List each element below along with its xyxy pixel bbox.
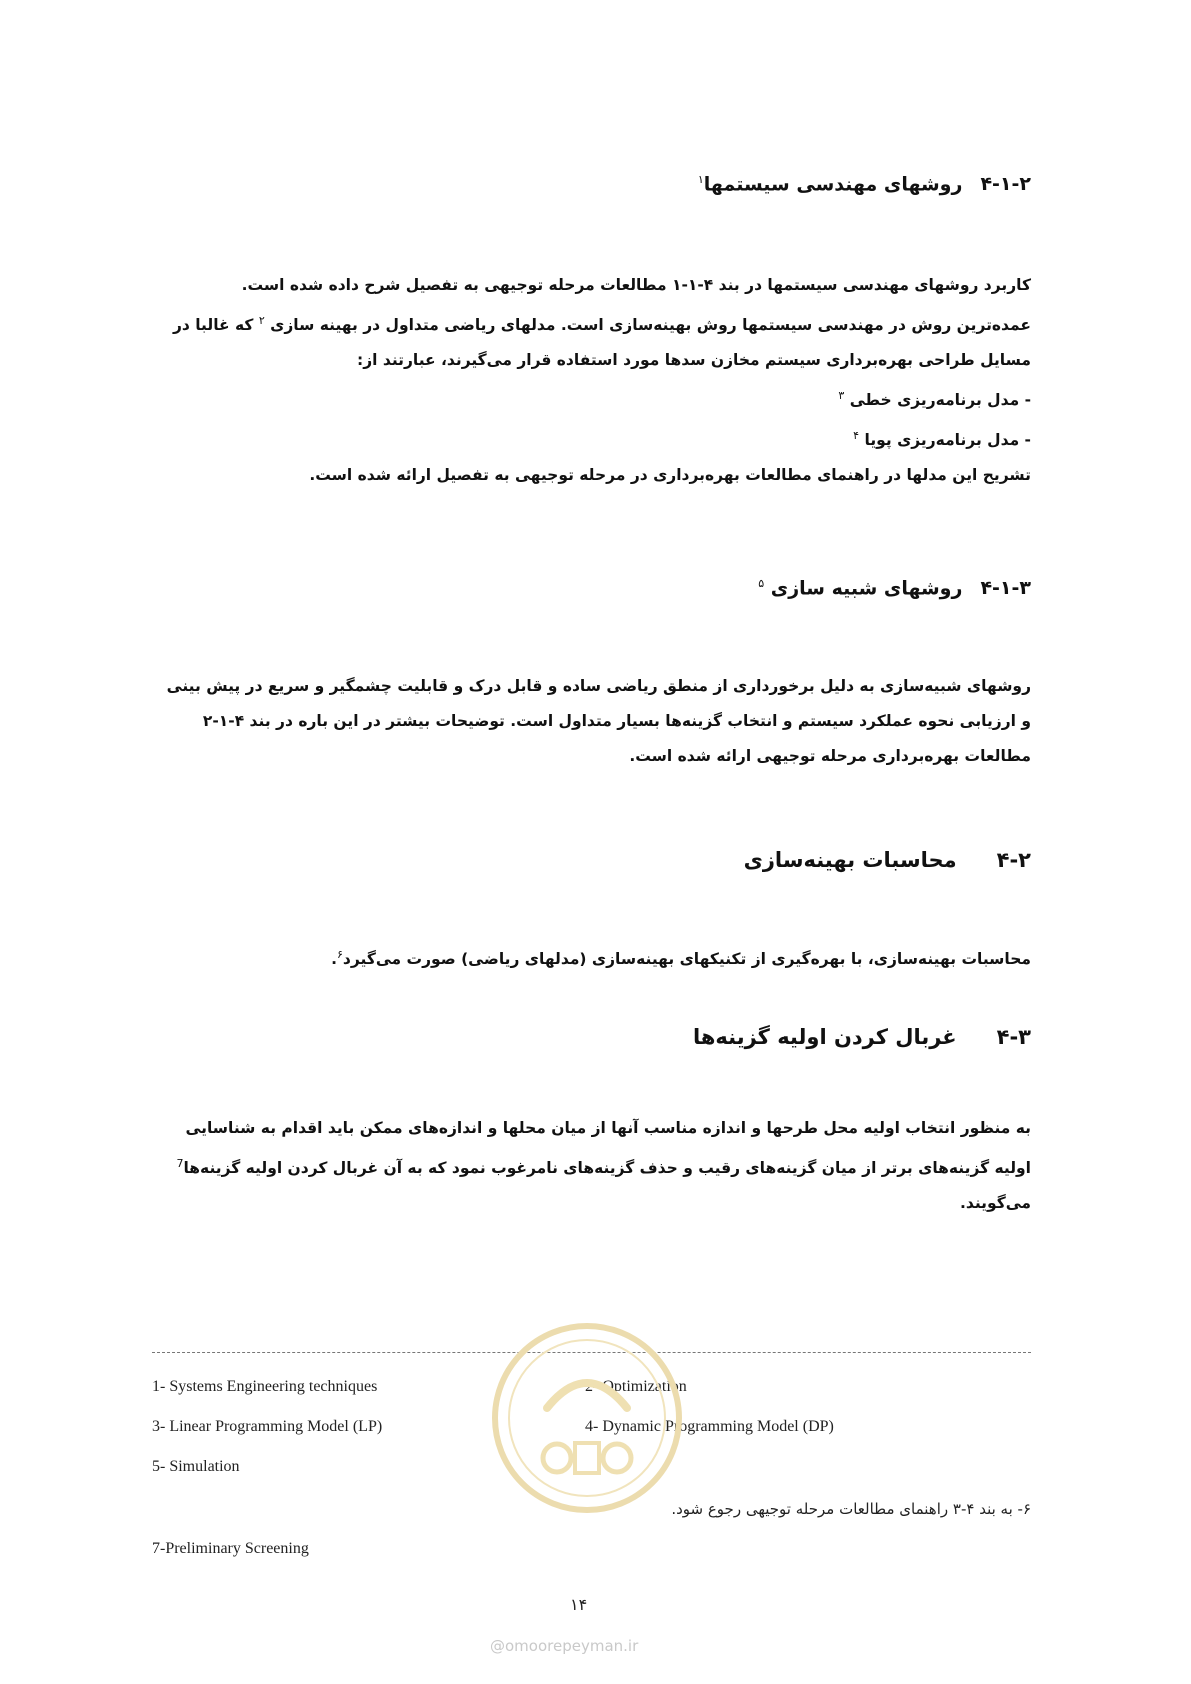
paragraph-line: تشریح این مدلها در راهنمای مطالعات بهره‌برداری در مرحله توجیهی به تفصیل ارائه شده است. xyxy=(309,466,1031,485)
section-title: روشهای مهندسی سیستمها xyxy=(703,173,963,196)
section-title: غربال کردن اولیه گزینه‌ها xyxy=(692,1025,957,1049)
page-number: ۱۴ xyxy=(570,1595,588,1614)
watermark-url: @omoorepeyman.ir xyxy=(490,1637,639,1655)
list-item-dynamic-programming xyxy=(152,418,1031,458)
section-title: روشهای شبیه سازی xyxy=(770,577,963,600)
paragraph-text: که غالبا در xyxy=(172,316,254,335)
paragraph-systems-engineering xyxy=(152,268,1031,493)
paragraph-line xyxy=(152,1146,1031,1186)
paragraph-line xyxy=(152,303,1031,343)
section-title: محاسبات بهینه‌سازی xyxy=(743,848,957,872)
section-heading-preliminary-screening xyxy=(693,1025,1031,1049)
footnote-5: 5- Simulation xyxy=(152,1458,240,1475)
paragraph-line: روشهای شبیه‌سازی به دلیل برخورداری از منطق ریاضی ساده و قابل درک و قابلیت چشمگیر و سریع در پیش بینی xyxy=(166,677,1031,695)
paragraph-line: می‌گویند. xyxy=(960,1194,1031,1213)
footnote-2: 2- Optimization xyxy=(585,1378,687,1395)
section-heading-systems-engineering xyxy=(698,173,1031,195)
paragraph-optimization-calculations xyxy=(152,937,1031,977)
footnote-ref: 7 xyxy=(176,1157,184,1170)
footnote-7: 7-Preliminary Screening xyxy=(152,1540,309,1557)
paragraph-line: و ارزیابی نحوه عملکرد سیستم و انتخاب گزینه‌ها بسیار متداول است. توضیحات بیشتر در این باره در بند ۴-۱-۲ xyxy=(202,712,1031,730)
section-number: ۴-۱-۲ xyxy=(980,173,1031,196)
paragraph-text: عمده‌ترین روش در مهندسی سیستمها روش بهینه‌سازی است. مدلهای ریاضی متداول در بهینه سازی xyxy=(270,316,1031,335)
paragraph-text: محاسبات بهینه‌سازی، با بهره‌گیری از تکنیکهای بهینه‌سازی (مدلهای ریاضی) صورت می‌گیرد xyxy=(342,950,1031,969)
section-number: ۴-۲ xyxy=(996,848,1031,872)
paragraph-line: مسایل طراحی بهره‌برداری سیستم مخازن سدها مورد استفاده قرار می‌گیرند، عبارتند از: xyxy=(357,351,1031,370)
list-item-linear-programming xyxy=(152,378,1031,418)
paragraph-line: محاسبات بهینه‌سازی، با بهره‌گیری از تکنیکهای بهینه‌سازی (مدلهای ریاضی) صورت می‌گیرد$^۶$. xyxy=(331,948,1031,969)
list-item-text: - مدل برنامه‌ریزی پویا xyxy=(864,431,1031,450)
footnote-divider xyxy=(152,1352,1031,1353)
footnote-3: 3- Linear Programming Model (LP) xyxy=(152,1418,383,1435)
section-number: ۴-۱-۳ xyxy=(980,577,1031,600)
footnote-ref: ۴ xyxy=(853,429,860,443)
section-number: ۴-۳ xyxy=(996,1025,1031,1049)
list-item-text: - مدل برنامه‌ریزی خطی xyxy=(849,391,1031,410)
footnote-ref: ۱ xyxy=(697,173,704,186)
paragraph-line: به منظور انتخاب اولیه محل طرحها و اندازه مناسب آنها از میان محلها و اندازه‌های ممکن باید اقدام به شناسایی xyxy=(185,1119,1031,1137)
section-heading-simulation xyxy=(758,577,1031,599)
footnote-4: 4- Dynamic Programming Model (DP) xyxy=(585,1418,834,1435)
footnote-ref: ۶ xyxy=(336,948,343,961)
section-heading-optimization-calculations xyxy=(744,848,1031,872)
footnote-ref: ۵ xyxy=(758,577,765,590)
footnote-ref: ۲ xyxy=(258,314,265,327)
footnote-1: 1- Systems Engineering techniques xyxy=(152,1378,378,1395)
paragraph-line: کاربرد روشهای مهندسی سیستمها در بند ۴-۱-۱ مطالعات مرحله توجیهی به تفصیل شرح داده شده است. xyxy=(241,276,1031,294)
paragraph-simulation xyxy=(152,669,1031,774)
paragraph-text: اولیه گزینه‌های برتر از میان گزینه‌های رقیب و حذف گزینه‌های نامرغوب نمود که به آن غربال کردن اولیه گزینه‌ها xyxy=(183,1159,1031,1178)
footnote-6: ۶- به بند ۴-۳ راهنمای مطالعات مرحله توجیهی رجوع شود. xyxy=(671,1500,1031,1518)
paragraph-preliminary-screening xyxy=(152,1111,1031,1221)
footnote-ref: ۳ xyxy=(838,389,845,403)
paragraph-line: مطالعات بهره‌برداری مرحله توجیهی ارائه شده است. xyxy=(629,747,1031,765)
